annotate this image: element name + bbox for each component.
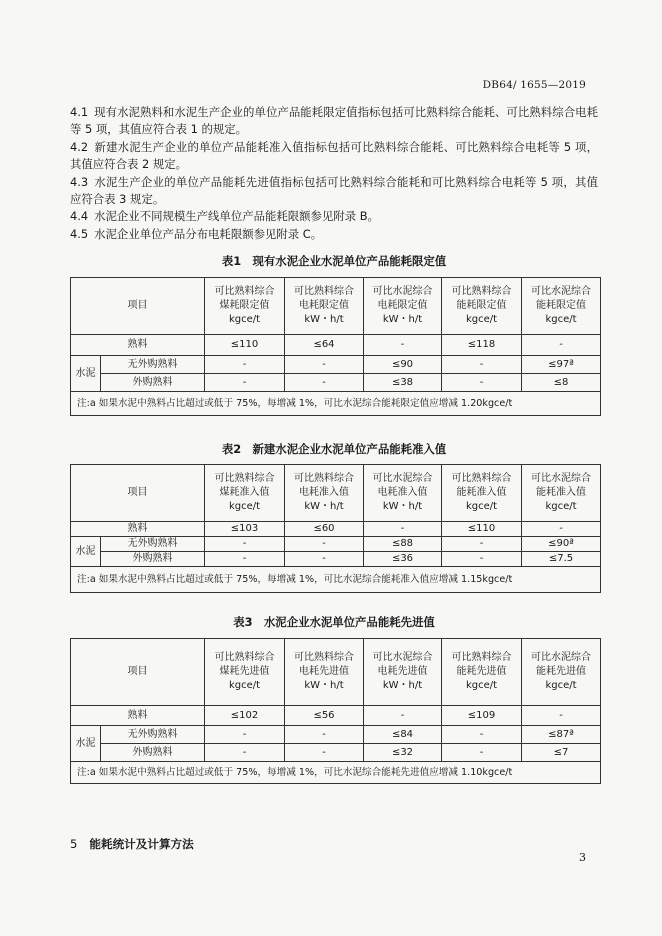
- document-id: DB64/ 1655—2019: [482, 79, 586, 91]
- table-1-caption: 表1 现有水泥企业水泥单位产品能耗限定值: [221, 254, 447, 268]
- table-cell: ≤109: [442, 706, 522, 726]
- header-cell: 可比水泥综合 能耗先进值 kgce/t: [522, 639, 601, 706]
- table-note: 注:a 如果水泥中熟料占比超过或低于 75%，每增减 1%，可比水泥综合能耗准入值应增减 1.15kgce/t: [71, 567, 601, 593]
- table-cell: -: [442, 537, 522, 552]
- row-label-no-purchased-clinker: 无外购熟料: [101, 537, 205, 552]
- table-cell: ≤90: [364, 356, 442, 374]
- row-label-no-purchased-clinker: 无外购熟料: [101, 726, 205, 744]
- item-header: 项目: [71, 278, 205, 335]
- table-cell: ≤36: [364, 552, 442, 567]
- table-cell: ≤56: [285, 706, 364, 726]
- row-label-clinker: 熟料: [71, 706, 205, 726]
- table-cell: -: [522, 335, 601, 356]
- table-cell: ≤7: [522, 744, 601, 762]
- header-cell: 可比熟料综合 能耗先进值 kgce/t: [442, 639, 522, 706]
- header-cell: 可比水泥综合 电耗限定值 kW・h/t: [364, 278, 442, 335]
- table-row: [71, 552, 601, 567]
- header-cell: 可比熟料综合 能耗限定值 kgce/t: [442, 278, 522, 335]
- table-cell: ≤97ª: [522, 356, 601, 374]
- table-row: [71, 374, 601, 392]
- clause-4-4: 4.4 水泥企业不同规模生产线单位产品能耗限额参见附录 B。: [70, 209, 379, 224]
- table-cell: ≤88: [364, 537, 442, 552]
- header-cell: 可比熟料综合 电耗先进值 kW・h/t: [285, 639, 364, 706]
- table-2: [70, 464, 601, 593]
- table-cell: -: [364, 335, 442, 356]
- table-note: 注:a 如果水泥中熟料占比超过或低于 75%，每增减 1%，可比水泥综合能耗先进值应增减 1.10kgce/t: [71, 762, 601, 784]
- table-cell: ≤110: [442, 522, 522, 537]
- table-cell: -: [442, 356, 522, 374]
- row-label-clinker: 熟料: [71, 522, 205, 537]
- table-row: [71, 537, 601, 552]
- header-cell: 可比水泥综合 电耗先进值 kW・h/t: [364, 639, 442, 706]
- table-row: [71, 706, 601, 726]
- row-label-purchased-clinker: 外购熟料: [101, 744, 205, 762]
- table-cell: ≤32: [364, 744, 442, 762]
- table-cell: ≤64: [285, 335, 364, 356]
- table-note-row: [71, 567, 601, 593]
- header-cell: 可比水泥综合 电耗准入值 kW・h/t: [364, 465, 442, 522]
- table-cell: -: [285, 744, 364, 762]
- table-cell: -: [442, 744, 522, 762]
- table-cell: -: [285, 356, 364, 374]
- row-label-cement: 水泥: [71, 726, 101, 762]
- item-header: 项目: [71, 639, 205, 706]
- row-label-cement: 水泥: [71, 356, 101, 392]
- table-cell: -: [205, 537, 285, 552]
- clause-4-3: 4.3 水泥生产企业的单位产品能耗先进值指标包括可比熟料综合能耗和可比熟料综合电耗等 5 项，其值应符合表 3 规定。: [70, 174, 598, 207]
- header-cell: 可比熟料综合 煤耗先进值 kgce/t: [205, 639, 285, 706]
- table-cell: -: [285, 726, 364, 744]
- table-cell: ≤60: [285, 522, 364, 537]
- row-label-purchased-clinker: 外购熟料: [101, 552, 205, 567]
- clause-4-5: 4.5 水泥企业单位产品分布电耗限额参见附录 C。: [70, 226, 323, 241]
- table-cell: -: [285, 374, 364, 392]
- table-cell: -: [442, 374, 522, 392]
- table-cell: -: [442, 726, 522, 744]
- table-row: [71, 744, 601, 762]
- table-cell: -: [442, 552, 522, 567]
- header-cell: 可比水泥综合 能耗限定值 kgce/t: [522, 278, 601, 335]
- header-cell: 可比熟料综合 能耗准入值 kgce/t: [442, 465, 522, 522]
- table-cell: -: [522, 522, 601, 537]
- table-cell: -: [205, 552, 285, 567]
- table-cell: -: [205, 356, 285, 374]
- table-cell: -: [364, 706, 442, 726]
- table-cell: ≤8: [522, 374, 601, 392]
- table-cell: -: [205, 374, 285, 392]
- table-cell: ≤110: [205, 335, 285, 356]
- item-header: 项目: [71, 465, 205, 522]
- table-row: [71, 335, 601, 356]
- row-label-clinker: 熟料: [71, 335, 205, 356]
- table-header-row: [71, 278, 601, 335]
- header-cell: 可比水泥综合 能耗准入值 kgce/t: [522, 465, 601, 522]
- table-cell: -: [364, 522, 442, 537]
- table-3: [70, 638, 601, 784]
- table-cell: ≤102: [205, 706, 285, 726]
- table-cell: ≤7.5: [522, 552, 601, 567]
- row-label-purchased-clinker: 外购熟料: [101, 374, 205, 392]
- clause-4-1: 4.1 现有水泥熟料和水泥生产企业的单位产品能耗限定值指标包括可比熟料综合能耗、可比熟料综合电耗等 5 项，其值应符合表 1 的规定。: [70, 105, 598, 137]
- table-note-row: [71, 392, 601, 416]
- table-cell: ≤90ª: [522, 537, 601, 552]
- table-row: [71, 522, 601, 537]
- table-cell: ≤38: [364, 374, 442, 392]
- table-cell: ≤87ª: [522, 726, 601, 744]
- table-cell: ≤118: [442, 335, 522, 356]
- clause-4-2: 4.2 新建水泥生产企业的单位产品能耗准入值指标包括可比熟料综合能耗、可比熟料综合电耗等 5 项，其值应符合表 2 规定。: [70, 139, 598, 172]
- table-cell: ≤103: [205, 522, 285, 537]
- page-number: 3: [579, 851, 586, 864]
- table-note-row: [71, 762, 601, 784]
- table-cell: -: [205, 726, 285, 744]
- row-label-no-purchased-clinker: 无外购熟料: [101, 356, 205, 374]
- table-cell: -: [205, 744, 285, 762]
- table-cell: -: [285, 537, 364, 552]
- header-cell: 可比熟料综合 煤耗限定值 kgce/t: [205, 278, 285, 335]
- row-label-cement: 水泥: [71, 537, 101, 567]
- section-heading: 5 能耗统计及计算方法: [70, 837, 194, 851]
- header-cell: 可比熟料综合 电耗限定值 kW・h/t: [285, 278, 364, 335]
- table-2-caption: 表2 新建水泥企业水泥单位产品能耗准入值: [221, 442, 447, 456]
- clauses: [70, 104, 598, 243]
- table-cell: ≤84: [364, 726, 442, 744]
- header-cell: 可比熟料综合 煤耗准入值 kgce/t: [205, 465, 285, 522]
- table-3-caption: 表3 水泥企业水泥单位产品能耗先进值: [233, 615, 435, 629]
- table-header-row: [71, 639, 601, 706]
- table-cell: -: [285, 552, 364, 567]
- table-1: [70, 277, 601, 416]
- header-cell: 可比熟料综合 电耗准入值 kW・h/t: [285, 465, 364, 522]
- table-row: [71, 726, 601, 744]
- table-row: [71, 356, 601, 374]
- table-cell: -: [522, 706, 601, 726]
- table-note: 注:a 如果水泥中熟料占比超过或低于 75%，每增减 1%，可比水泥综合能耗限定值应增减 1.20kgce/t: [71, 392, 601, 416]
- table-header-row: [71, 465, 601, 522]
